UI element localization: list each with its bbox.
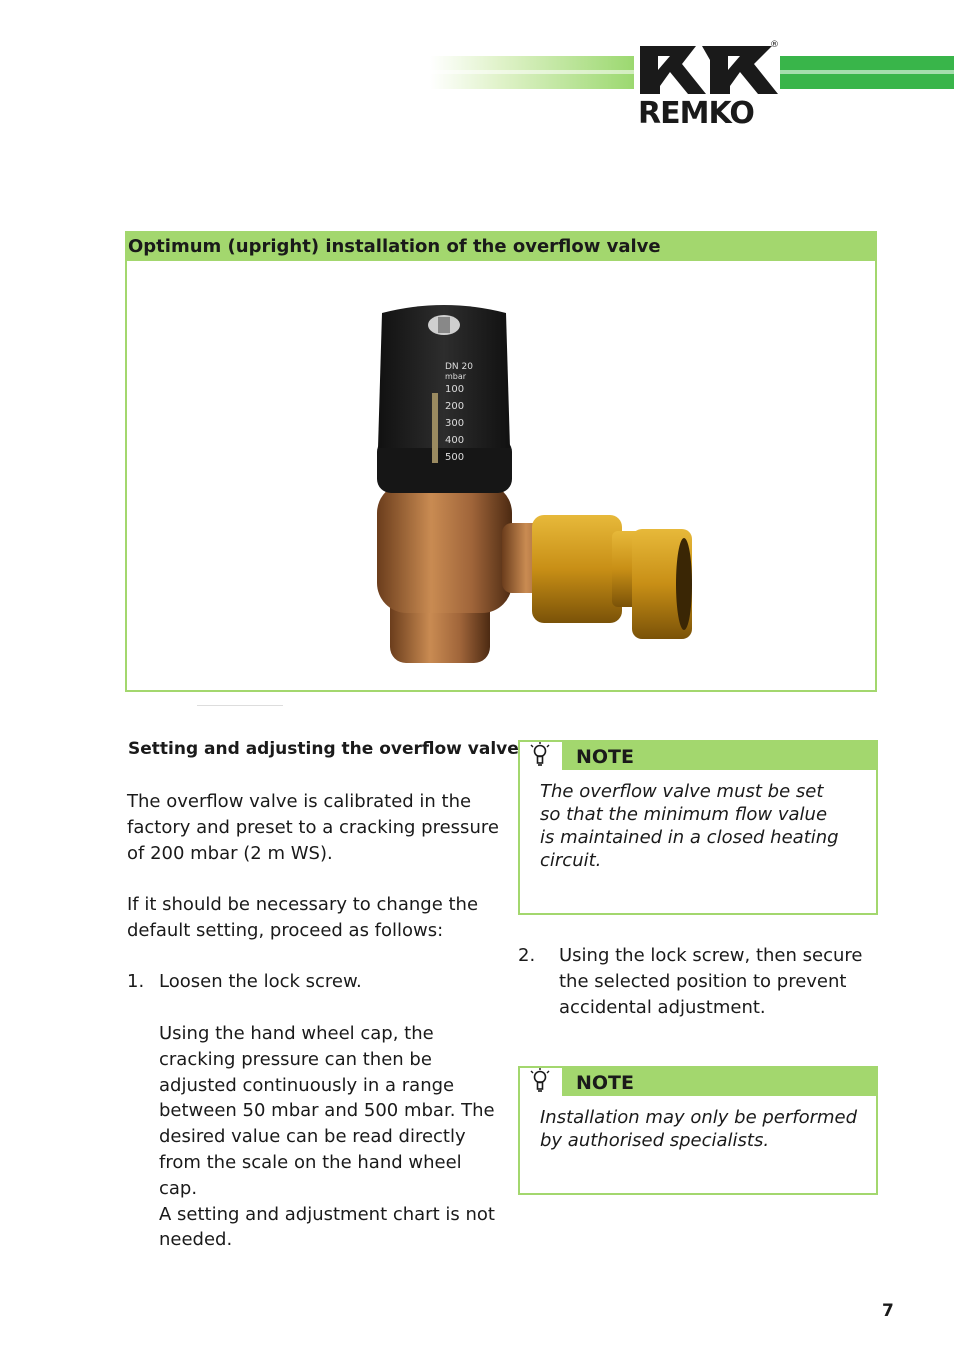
scale-tick: 100 bbox=[445, 384, 465, 395]
text-line: Loosen the lock screw. bbox=[159, 971, 362, 992]
text-line: cap. bbox=[159, 1177, 198, 1199]
text-line: The overflow valve is calibrated in the bbox=[127, 791, 472, 812]
text-line: factory and preset to a cracking pressure bbox=[127, 816, 499, 838]
note-label: NOTE bbox=[576, 746, 634, 768]
text-line: Installation may only be performed bbox=[540, 1107, 858, 1128]
text-line: Using the lock screw, then secure bbox=[559, 945, 863, 966]
step-1-text bbox=[159, 969, 362, 995]
text-line: accidental adjustment. bbox=[559, 996, 766, 1018]
text-line: circuit. bbox=[540, 850, 602, 871]
text-line: by authorised specialists. bbox=[540, 1130, 770, 1151]
page-number: 7 bbox=[882, 1301, 894, 1321]
overflow-valve-icon bbox=[372, 303, 692, 673]
scale-dn: DN 20 bbox=[445, 362, 473, 372]
remko-logo-icon bbox=[636, 42, 778, 98]
text-line: from the scale on the hand wheel bbox=[159, 1151, 462, 1173]
figure-title: Optimum (upright) installation of the overflow valve bbox=[127, 233, 875, 261]
text-line: default setting, proceed as follows: bbox=[127, 919, 444, 941]
scale-tick: 400 bbox=[445, 435, 465, 446]
text-line: A setting and adjustment chart is not bbox=[159, 1203, 495, 1225]
intro-paragraph bbox=[127, 789, 499, 866]
lightbulb-icon bbox=[520, 1068, 560, 1096]
text-line: the selected position to prevent bbox=[559, 970, 847, 992]
step-2-number: 2. bbox=[518, 945, 536, 966]
registered-mark: ® bbox=[770, 40, 779, 50]
text-line: needed. bbox=[159, 1229, 233, 1251]
text-line: is maintained in a closed heating bbox=[540, 827, 839, 848]
section-heading: Setting and adjusting the overflow valve bbox=[128, 739, 519, 759]
note-box-2 bbox=[518, 1066, 878, 1195]
note-text bbox=[540, 780, 839, 872]
scale-tick: 500 bbox=[445, 452, 465, 463]
text-line: cracking pressure can then be bbox=[159, 1048, 432, 1070]
procedure-intro bbox=[127, 892, 478, 944]
text-line: Using the hand wheel cap, the bbox=[159, 1023, 434, 1044]
step-1-number: 1. bbox=[127, 971, 145, 992]
brand-name: REMKO bbox=[638, 96, 754, 131]
scale-tick: 300 bbox=[445, 418, 465, 429]
text-line: If it should be necessary to change the bbox=[127, 894, 479, 915]
scale-tick: 200 bbox=[445, 401, 465, 412]
lightbulb-icon bbox=[520, 742, 560, 770]
note-label: NOTE bbox=[576, 1072, 634, 1094]
text-line: of 200 mbar (2 m WS). bbox=[127, 842, 333, 864]
brand-logo bbox=[634, 40, 780, 132]
note-text bbox=[540, 1106, 857, 1152]
text-line: so that the minimum flow value bbox=[540, 804, 828, 825]
text-line: between 50 mbar and 500 mbar. The bbox=[159, 1100, 495, 1122]
note-header bbox=[520, 742, 876, 770]
note-header bbox=[520, 1068, 876, 1096]
step-1-detail bbox=[159, 1021, 495, 1253]
note-box-1 bbox=[518, 740, 878, 915]
text-line: adjusted continuously in a range bbox=[159, 1074, 455, 1096]
step-2-text bbox=[559, 943, 862, 1020]
figure-box bbox=[125, 231, 877, 692]
divider-line bbox=[197, 705, 283, 706]
scale-unit: mbar bbox=[445, 372, 467, 381]
text-line: desired value can be read directly bbox=[159, 1126, 466, 1148]
text-line: The overflow valve must be set bbox=[540, 781, 824, 802]
